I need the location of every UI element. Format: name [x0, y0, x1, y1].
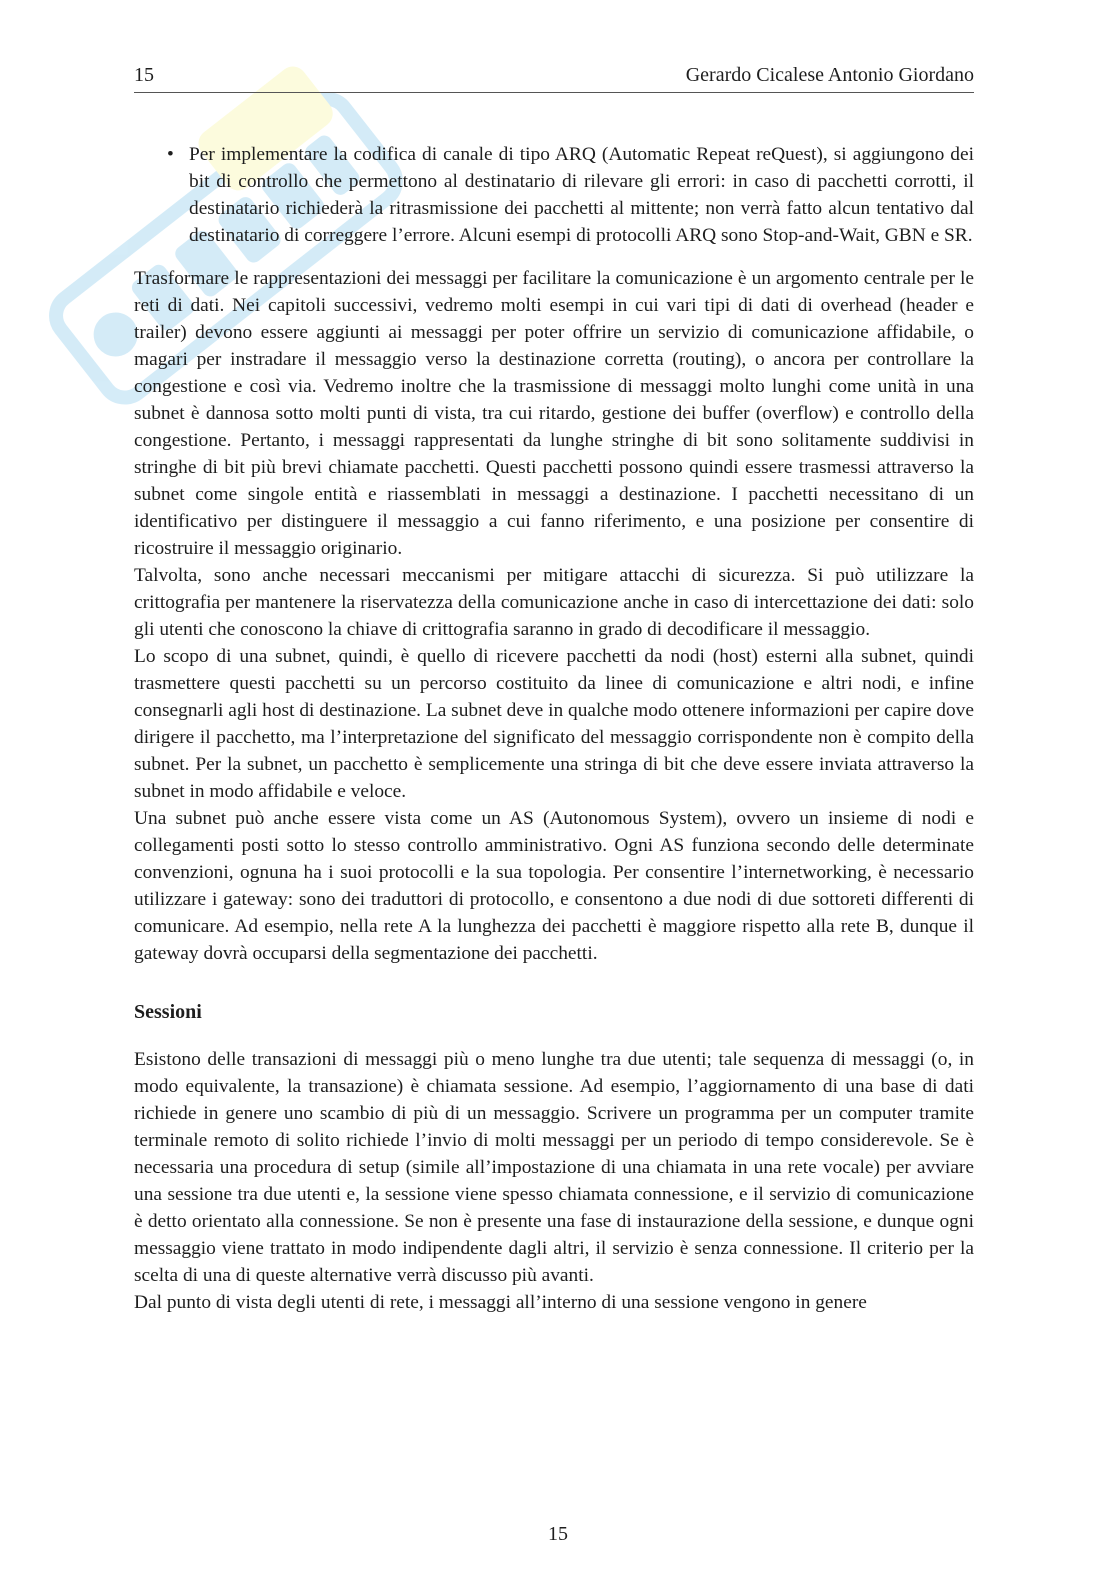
page-header [134, 62, 974, 93]
main-content [134, 141, 974, 1316]
bullet-item [167, 141, 974, 249]
page-footer [0, 1523, 1116, 1546]
bullet-list [134, 141, 974, 249]
bullet-marker: • [167, 144, 174, 165]
section-paragraph-1: Esistono delle transazioni di messaggi più o meno lunghe tra due utenti; tale sequenza di messaggi (o, in modo equivalente, la transazione) è chiamata sessione. Ad esempio, l’aggiornamento di una base di dati richiede in genere uno scambio di più di un messaggio. Scrivere un programma per un computer tramite terminale remoto di solito richiede l’invio di molti messaggi per un periodo di tempo considerevole. Se è necessaria una procedura di setup (simile all’impostazione di una chiamata in una rete vocale) per avviare una sessione tra due utenti e, la sessione viene spesso chiamata connessione, e il servizio di comunicazione è detto orientato alla connessione. Se non è presente una fase di instaurazione della sessione, e dunque ogni messaggio viene trattato in modo indipendente dagli altri, il servizio è senza connessione. Il criterio per la scelta di una di queste alternative verrà discusso più avanti. [134, 1049, 974, 1286]
paragraph-2: Talvolta, sono anche necessari meccanismi per mitigare attacchi di sicurezza. Si può utilizzare la crittografia per mantenere la riservatezza della comunicazione anche in caso di intercettazione dei dati: solo gli utenti che conoscono la chiave di crittografia saranno in grado di decodificare il messaggio. [134, 565, 974, 640]
paragraph-1: Trasformare le rappresentazioni dei messaggi per facilitare la comunicazione è un argomento centrale per le reti di dati. Nei capitoli successivi, vedremo molti esempi in cui vari tipi di dati di overhead (header e trailer) devono essere aggiunti ai messaggi per poter offrire un servizio di comunicazione affidabile, o magari per instradare il messaggio verso la destinazione corretta (routing), o ancora per controllare la congestione e così via. Vedremo inoltre che la trasmissione di messaggi molto lunghi come unità in una subnet è dannosa sotto molti punti di vista, tra cui ritardo, gestione dei buffer (overflow) e controllo della congestione. Pertanto, i messaggi rappresentati da lunghe stringhe di bit sono solitamente suddivisi in stringhe di bit più brevi chiamate pacchetti. Questi pacchetti possono quindi essere trasmessi attraverso la subnet come singole entità e riassemblati in messaggi a destinazione. I pacchetti necessitano di un identificativo per distinguere il messaggio a cui fanno riferimento, e una posizione per consentire di ricostruire il messaggio originario. [134, 268, 974, 559]
header-page-number: 15 [134, 64, 154, 86]
footer-page-number: 15 [548, 1523, 568, 1545]
section-paragraph-2: Dal punto di vista degli utenti di rete, i messaggi all’interno di una sessione vengono in genere [134, 1292, 867, 1313]
section-title: Sessioni [134, 1001, 202, 1023]
paragraph-3: Lo scopo di una subnet, quindi, è quello di ricevere pacchetti da nodi (host) esterni alla subnet, quindi trasmettere questi pacchetti su un percorso costituito da linee di comunicazione e altri nodi, e infine consegnarli agli host di destinazione. La subnet deve in qualche modo ottenere informazioni per capire dove dirigere il pacchetto, ma l’interpretazione del significato del messaggio corrispondente non è compito della subnet. Per la subnet, un pacchetto è semplicemente una stringa di bit che deve essere inviata attraverso la subnet in modo affidabile e veloce. [134, 646, 974, 802]
paragraph-4: Una subnet può anche essere vista come un AS (Autonomous System), ovvero un insieme di nodi e collegamenti posti sotto lo stesso controllo amministrativo. Ogni AS funziona secondo delle determinate convenzioni, ognuna ha i suoi protocolli e la sua topologia. Per consentire l’internetworking, è necessario utilizzare i gateway: sono dei traduttori di protocollo, e consentono a due nodi di due sottoreti differenti di comunicare. Ad esempio, nella rete A la lunghezza dei pacchetti è maggiore rispetto alla rete B, dunque il gateway dovrà occuparsi della segmentazione dei pacchetti. [134, 808, 974, 964]
header-authors: Gerardo Cicalese Antonio Giordano [685, 64, 974, 86]
bullet-text: Per implementare la codifica di canale di tipo ARQ (Automatic Repeat reQuest), si aggiungono dei bit di controllo che permettono al destinatario di rilevare gli errori: in caso di pacchetti corrotti, il destinatario richiederà la ritrasmissione dei pacchetti al mittente; non verrà fatto alcun tentativo dal destinatario di correggere l’errore. Alcuni esempi di protocolli ARQ sono Stop-and-Wait, GBN e SR. [189, 144, 974, 246]
